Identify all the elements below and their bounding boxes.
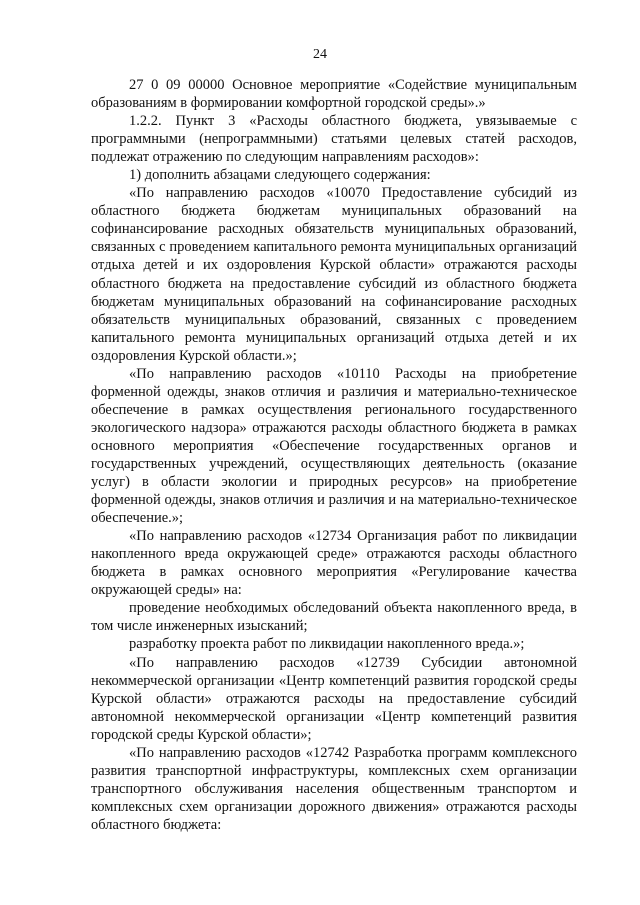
paragraph-surveys: проведение необходимых обследований объекта накопленного вреда, в том числе инженерных изысканий; [91, 600, 577, 635]
paragraph-subitem-1: 1) дополнить абзацами следующего содержания: [129, 167, 431, 184]
paragraph-item-1-2-2: 1.2.2. Пункт 3 «Расходы областного бюджета, увязываемые с программными (непрограммными) статьями целевых статей расходов, подлежат отражению по следующим направлениям расходов»: [91, 113, 577, 166]
document-body [91, 76, 577, 834]
paragraph-direction-10070: «По направлению расходов «10070 Предоставление субсидий из областного бюджета бюджетам муниципальных образований на софинансирование расходных обязательств муниципальных образований, связанных с проведением капитального ремонта муниципальных организаций отдыха детей и их оздоровления Курской области» отражаются расходы областного бюджета на предоставление субсидий из областного бюджета бюджетам муниципальных образований на софинансирование расходных обязательств муниципальных образований, связанных с проведением капитального ремонта муниципальных организаций отдыха детей и их оздоровления Курской области.»; [91, 185, 577, 364]
paragraph-direction-12734: «По направлению расходов «12734 Организация работ по ликвидации накопленного вреда окружающей среде» отражаются расходы областного бюджета в рамках основного мероприятия «Регулирование качества окружающей среды» на: [91, 528, 577, 599]
page-number: 24 [313, 47, 327, 62]
paragraph-direction-12742: «По направлению расходов «12742 Разработка программ комплексного развития транспортной инфраструктуры, комплексных схем организации транспортного обслуживания населения общественным транспортом и комплексных схем организации дорожного движения» отражаются расходы областного бюджета: [91, 744, 577, 833]
paragraph-direction-10110: «По направлению расходов «10110 Расходы на приобретение форменной одежды, знаков отличия и различия и материально-техническое обеспечение в рамках осуществления регионального государственного экологического надзора» отражаются расходы областного бюджета в рамках основного мероприятия «Обеспечение государственных органов и государственных учреждений, осуществляющих деятельность (оказание услуг) в области экологии и природных ресурсов» на приобретение форменной одежды, знаков отличия и различия и на материально-техническое обеспечение.»; [91, 365, 577, 527]
paragraph-event-27-0-09-00000: 27 0 09 00000 Основное мероприятие «Содействие муниципальным образованиям в формировании комфортной городской среды».» [91, 77, 577, 112]
paragraph-project-development: разработку проекта работ по ликвидации накопленного вреда.»; [129, 636, 525, 653]
paragraph-direction-12739: «По направлению расходов «12739 Субсидии автономной некоммерческой организации «Центр компетенций развития городской среды Курской области» отражаются расходы на предоставление субсидий автономной некоммерческой организации «Центр компетенций развития городской среды Курской области»; [91, 654, 577, 743]
